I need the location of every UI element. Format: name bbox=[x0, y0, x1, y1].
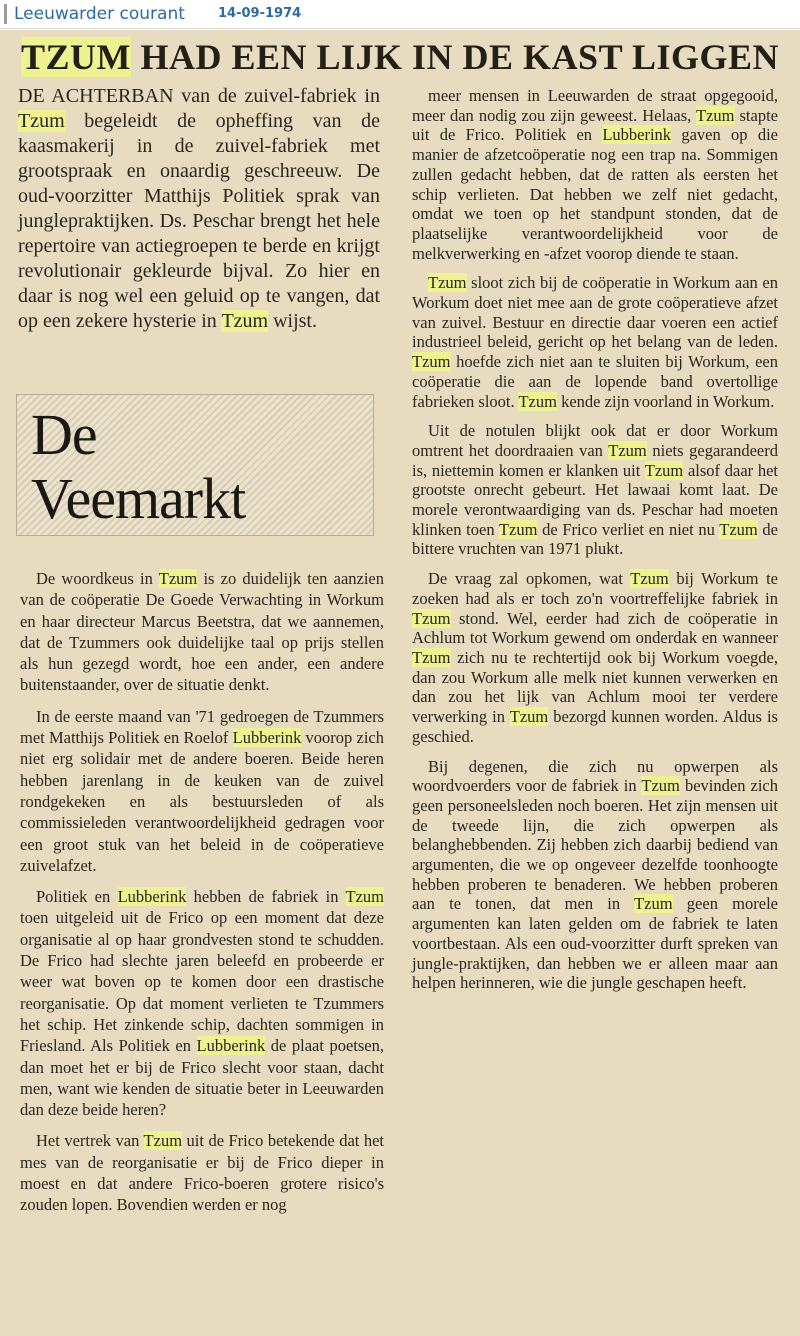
paragraph-text: zich nu te rechtertijd ook bij Workum voegde, dan zou Workum alle melk niet kunnen verwerken en dan zou het lijk van Achlum mooi ter verdere verwerking in bbox=[412, 647, 778, 727]
lead-seg: DE ACHTERBAN van de zuivel-fabriek in bbox=[18, 85, 380, 107]
paragraph-text: De woordkeus in bbox=[36, 569, 159, 588]
keyword-highlight: Tzum bbox=[412, 352, 451, 372]
keyword-highlight: Tzum bbox=[498, 519, 538, 539]
column-title-line1: De bbox=[31, 402, 97, 467]
keyword-highlight: Tzum bbox=[509, 707, 549, 727]
paragraph-text: Politiek en bbox=[36, 887, 118, 907]
paragraph-text: de bittere vruchten van 1971 plukt. bbox=[412, 519, 778, 559]
keyword-highlight: Lubberink bbox=[602, 125, 672, 145]
paragraph-text: geen morele argumenten kan laten gelden om de fabriek te laten voortbestaan. Als een oud-voorzitter durft spreken van jungle-praktijken, dan hebben we er alleen maar aan helpen herinneren, wie die jungle geschapen heeft. bbox=[412, 894, 778, 993]
keyword-highlight: Tzum bbox=[630, 569, 669, 589]
keyword-highlight: Lubberink bbox=[196, 1036, 266, 1056]
paragraph-text: stond. Wel, eerder had zich de coöperatie in Achlum tot Workum gewend om onderdak en wanneer bbox=[412, 608, 778, 648]
article-paragraph bbox=[412, 86, 778, 263]
paragraph-text: bij Workum te zoeken had als er toch zo'n voortreffelijke fabriek in bbox=[412, 569, 779, 608]
paragraph-text: In de eerste maand van '71 gedroegen de Tzummers met Matthijs Politiek en Roelof bbox=[20, 706, 384, 748]
keyword-highlight: Tzum bbox=[345, 887, 384, 907]
keyword-highlight: Tzum bbox=[221, 310, 269, 332]
article-paragraph bbox=[20, 886, 384, 1120]
paragraph-text: Bij degenen, die zich nu opwerpen als woordvoerders voor de fabriek in bbox=[412, 756, 778, 796]
lead-seg: begeleidt de opheffing van de kaasmakerij in de zuivel-fabriek met grootspraak en onaardig geschreeuw. De oud-voorzitter Matthijs Politiek sprak van junglepraktijken. Ds. Peschar brengt het hele repertoire van actiegroepen te berde en krijgt revolutionair gekleurde bijval. Zo hier en daar is nog wel een geluid op te vangen, dat op een zekere hysterie in bbox=[18, 110, 380, 332]
keyword-highlight: Tzum bbox=[412, 608, 451, 628]
clipping-header bbox=[0, 0, 800, 29]
paragraph-text: niets gegarandeerd is, niettemin komen er klanken uit bbox=[412, 440, 778, 480]
publication-name: Leeuwarder courant bbox=[14, 4, 185, 24]
article-paragraph bbox=[412, 757, 778, 993]
left-column bbox=[20, 568, 384, 1226]
article-headline bbox=[8, 36, 792, 78]
paragraph-text: Het vertrek van bbox=[36, 1131, 144, 1151]
paragraph-text: gaven op die manier de afzetcoöperatie nog een trap na. Sommigen zullen gedacht hebben, dat de ratten als eersten het schip verlieten. Dat hebben we zelf niet gedacht, omdat we toen op het standpunt stonden, dat de plaatselijke verantwoordelijkheid voor de melkverwerking en -afzet voorop diende te staan. bbox=[412, 125, 778, 263]
paragraph-text: sloot zich bij de coöperatie in Workum aan en Workum doet niet mee aan de grote coöperatieve afzet van zuivel. Bestuur en directie daar voeren een actief industrieel beleid, gericht op het belang van de leden. bbox=[412, 273, 778, 352]
keyword-highlight: Tzum bbox=[412, 647, 451, 667]
paragraph-text: toen uitgeleid uit de Frico op een moment dat deze organisatie al op haar grondvesten stond te schudden. De Frico had slechte jaren beleefd en probeerde er weer wat boven op te komen door een drastische reorganisatie. Op dat moment verlieten te Tzummers het schip. Het zinkende schip, dachten sommigen in Friesland. Als Politiek en bbox=[20, 908, 384, 1056]
paragraph-text: is zo duidelijk ten aanzien van de coöperatie De Goede Verwachting in Workum en haar directeur Marcus Beetstra, dat we aannemen, dat de Tzummers ook duidelijke taal op prijs stellen als hun gezegd wordt, hoe een ander, een andere buitenstaander, over de situatie denkt. bbox=[20, 569, 384, 695]
column-logo bbox=[16, 394, 374, 536]
keyword-highlight: Lubberink bbox=[232, 728, 302, 748]
lead-paragraph bbox=[18, 84, 380, 344]
publication-date: 14-09-1974 bbox=[218, 6, 302, 21]
paragraph-text: voorop zich niet erg solidair met de andere boeren. Beide heren hebben jarenlang in de keuken van de zuivel rondgekeken en als bestuursleden of als commissieleden verantwoordelijkheid gedragen voor een groot stuk van het beleid in de coöperatieve zuivelafzet. bbox=[20, 728, 384, 875]
keyword-highlight: Tzum bbox=[18, 110, 65, 132]
headline-rest: HAD EEN LIJK IN DE KAST LIGGEN bbox=[131, 37, 779, 77]
article-paragraph bbox=[20, 706, 384, 876]
keyword-highlight: Tzum bbox=[158, 569, 198, 588]
paragraph-text: Uit de notulen blijkt ook dat er door Workum omtrent het doordraaien van bbox=[412, 421, 778, 460]
paragraph-text: hoefde zich niet aan te sluiten bij Workum, een coöperatie die aan de lopende band overtollige fabrieken sloot. bbox=[412, 352, 778, 411]
article-paragraph bbox=[412, 273, 778, 411]
article-paragraph bbox=[412, 569, 778, 746]
keyword-highlight: Tzum bbox=[644, 460, 684, 480]
keyword-highlight: Tzum bbox=[143, 1131, 183, 1151]
paragraph-text: meer mensen in Leeuwarden de straat opgegooid, meer dan nodig zou zijn geweest. Helaas, bbox=[412, 86, 778, 125]
column-title-line2: Veemarkt bbox=[31, 466, 246, 531]
paragraph-text: kende zijn voorland in Workum. bbox=[556, 391, 775, 411]
article-paragraph bbox=[412, 421, 778, 559]
paragraph-text: hebben de fabriek in bbox=[186, 887, 346, 907]
article-paragraph bbox=[20, 1130, 384, 1215]
paragraph-text: de plaat poetsen, dan moet het er bij de Frico slecht voor staan, dacht men, want wie kenden de situatie beter in Leeuwarden dan deze beide heren? bbox=[20, 1036, 384, 1120]
keyword-highlight: Tzum bbox=[634, 894, 673, 914]
keyword-highlight: Tzum bbox=[696, 105, 735, 125]
right-column bbox=[412, 86, 778, 1003]
paragraph-text: bezorgd kunnen worden. Aldus is geschied. bbox=[412, 707, 778, 746]
paragraph-text: bevinden zich geen personeelsleden noch boeren. Het zijn mensen uit de tweede lijn, die zich opwerpen als belanghebbenden. Zij hebben zich daarbij bediend van argumenten, die we op ongeveer dezelfde toonhoogte hebben proberen te benaderen. We hebben proberen aan te tonen, dat men in bbox=[412, 776, 778, 914]
paragraph-text: uit de Frico betekende dat het mes van de reorganisatie er bij de Frico dieper in moest en dat andere Frico-boeren grotere risico's zouden lopen. Bovendien werden er nog bbox=[20, 1131, 384, 1215]
headline-highlight: TZUM bbox=[21, 37, 131, 77]
lead-seg: wijst. bbox=[268, 310, 317, 332]
keyword-highlight: Tzum bbox=[428, 273, 467, 293]
article-paragraph bbox=[20, 568, 384, 696]
lead-text bbox=[18, 84, 380, 334]
paragraph-text: alsof daar het grootste onrecht gebeurt. Het lawaai komt laat. De morele verontwaardiging van ds. Peschar had moeten klinken toen bbox=[412, 460, 779, 539]
keyword-highlight: Tzum bbox=[608, 440, 647, 460]
keyword-highlight: Tzum bbox=[641, 776, 680, 796]
paragraph-text: de Frico verliet en niet nu bbox=[537, 519, 720, 539]
keyword-highlight: Lubberink bbox=[117, 887, 187, 907]
paragraph-text: stapte uit de Frico. Politiek en bbox=[412, 105, 778, 145]
keyword-highlight: Tzum bbox=[719, 519, 758, 539]
header-divider bbox=[4, 4, 7, 24]
column-title bbox=[31, 403, 245, 531]
paragraph-text: De vraag zal opkomen, wat bbox=[428, 569, 631, 589]
keyword-highlight: Tzum bbox=[518, 391, 557, 411]
